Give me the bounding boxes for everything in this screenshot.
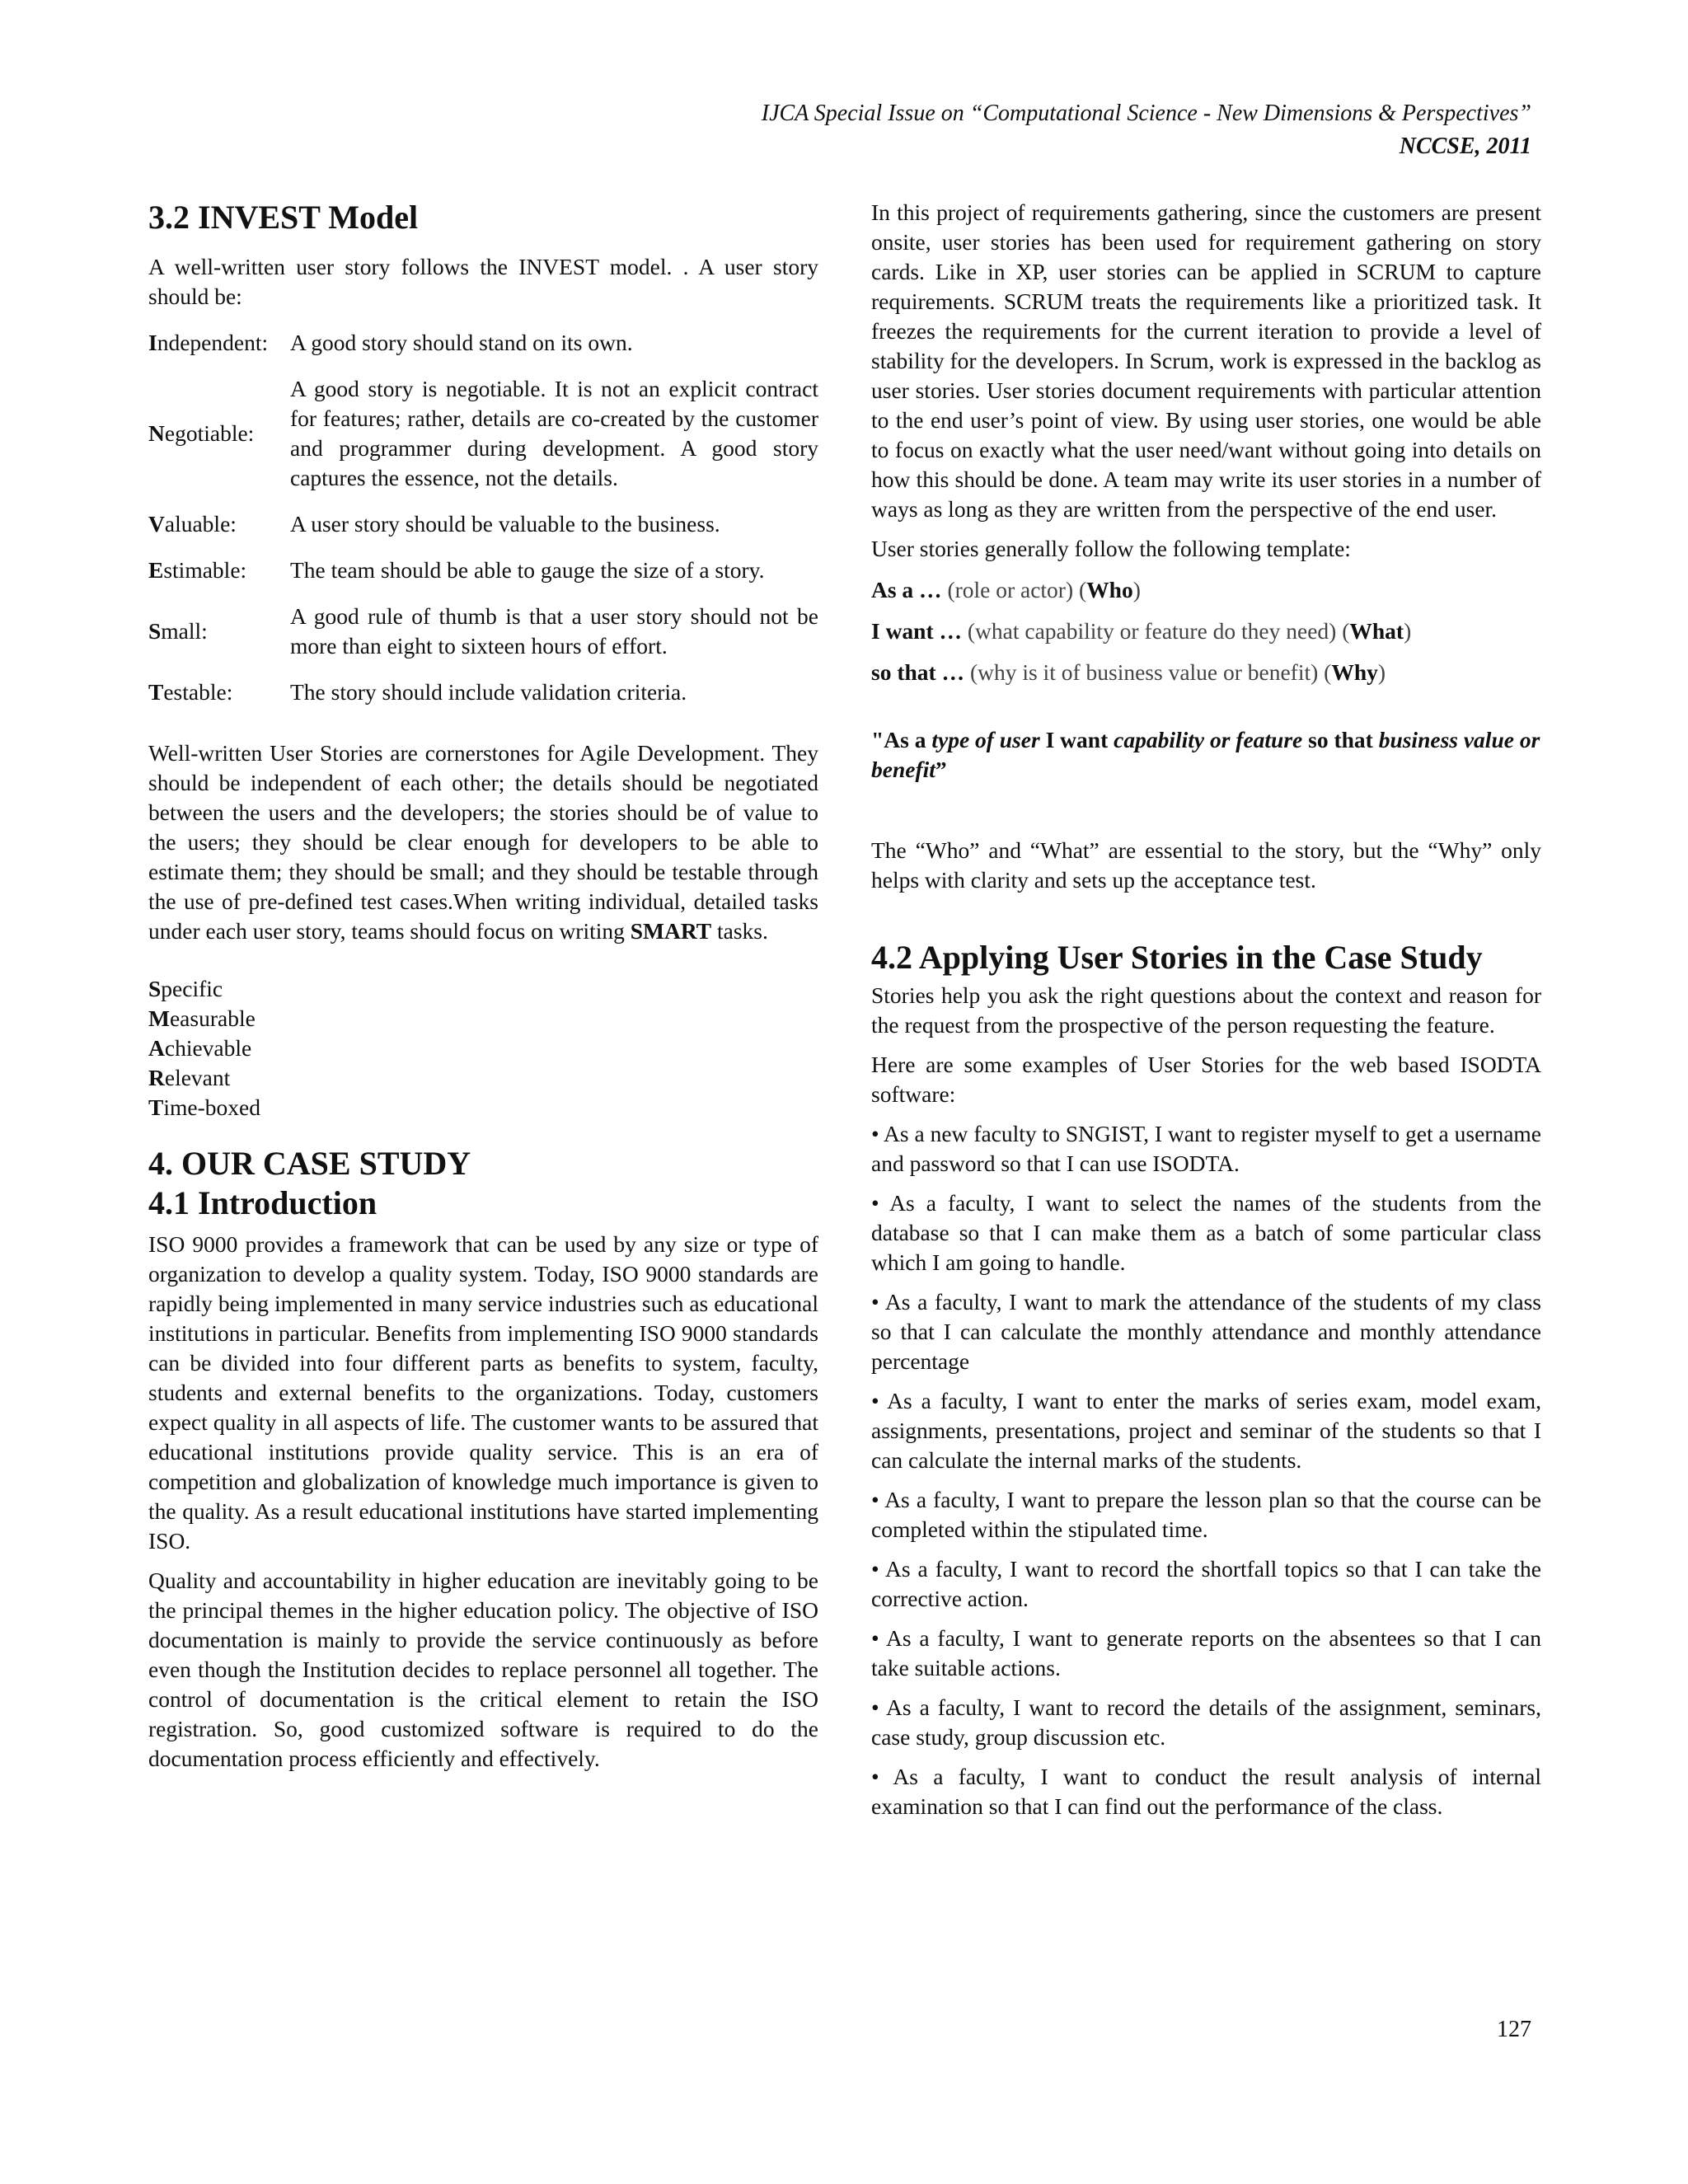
well-written-paragraph: Well-written User Stories are cornerstones for Agile Development. They should be independent of each other; the details should be negotiated between the users and the developers; the stories should be of value to the users; they should be clear enough for developers to be able to estimate them; they should be small; and they should be testable through the use of pre-defined test cases.When writing individual, detailed tasks under each user story, teams should focus on writing SMART tasks. (148, 740, 818, 944)
invest-row (148, 320, 818, 366)
smart-item: Specific (148, 976, 223, 1001)
invest-definition: The team should be able to gauge the size of a story. (290, 557, 765, 583)
invest-definition: A good story is negotiable. It is not an explicit contract for features; rather, details are co-created by the customer and programmer during development. A good story captures the essence, not the details. (290, 376, 818, 490)
template-line: As a … (role or actor) (Who) (871, 577, 1141, 602)
header-conference: NCCSE, 2011 (1399, 134, 1531, 159)
invest-term: stimable: (163, 557, 247, 583)
requirements-paragraph: In this project of requirements gathering, since the customers are present onsite, user stories has been used for requirement gathering on story cards. Like in XP, user stories can be applied in SCRUM to capture requirements. SCRUM treats the requirements like a prioritized task. It freezes the requirements for the current iteration to provide a level of stability for the developers. In Scrum, work is expressed in the backlog as user stories. User stories document requirements with particular attention to the end user’s point of view. By using user stories, one would be able to focus on exactly what the user need/want without going into details on how this should be done. A team may write its user stories in a number of ways as long as they are written from the perspective of the end user. (871, 199, 1541, 522)
invest-row (148, 366, 818, 501)
invest-term: estable: (163, 679, 233, 705)
introduction-paragraph-1: ISO 9000 provides a framework that can be used by any size or type of organization to develop a quality system. Today, ISO 9000 standards are rapidly being implemented in many service industries such as educational institutions in particular. Benefits from implementing ISO 9000 standards can be divided into four different parts as benefits to system, faculty, students and external benefits to the organizations. Today, customers expect quality in all aspects of life. The customer wants to be assured that educational institutions provide quality service. This is an era of competition and globalization of knowledge much importance is given to the quality. As a result educational institutions have started implementing ISO. (148, 1231, 818, 1554)
smart-item: Achievable (148, 1035, 252, 1061)
smart-list (148, 974, 818, 1122)
invest-initial: E (148, 557, 164, 583)
invest-definition: A good rule of thumb is that a user story should not be more than eight to sixteen hours of effort. (290, 603, 818, 658)
examples-intro: Here are some examples of User Stories for the web based ISODTA software: (871, 1052, 1541, 1107)
running-header (762, 97, 1531, 163)
invest-term: ndependent: (157, 330, 269, 355)
who-what-paragraph: The “Who” and “What” are essential to the story, but the “Why” only helps with clarity and sets up the acceptance test. (871, 837, 1541, 893)
story-template-quote: "As a type of user I want capability or feature so that business value or benefit” (871, 727, 1540, 782)
section-heading-case-study: 4. OUR CASE STUDY (148, 1145, 471, 1182)
user-story-item: • As a faculty, I want to conduct the result analysis of internal examination so that I can find out the performance of the class. (871, 1764, 1541, 1819)
story-template (871, 575, 1541, 687)
invest-row (148, 593, 818, 669)
invest-row (148, 669, 818, 715)
user-story-item: • As a new faculty to SNGIST, I want to register myself to get a username and password so that I can use ISODTA. (871, 1121, 1541, 1176)
invest-initial: V (148, 511, 165, 537)
user-story-item: • As a faculty, I want to record the shortfall topics so that I can take the corrective action. (871, 1556, 1541, 1611)
subsection-heading-introduction: 4.1 Introduction (148, 1184, 377, 1221)
invest-definition: A good story should stand on its own. (290, 330, 633, 355)
page-number: 127 (1497, 2017, 1531, 2042)
invest-term: mall: (161, 618, 208, 644)
invest-definition: The story should include validation criteria. (290, 679, 687, 705)
template-line: I want … (what capability or feature do they need) (What) (871, 618, 1412, 644)
user-story-item: • As a faculty, I want to record the details of the assignment, seminars, case study, group discussion etc. (871, 1694, 1541, 1750)
user-story-item: • As a faculty, I want to generate reports on the absentees so that I can take suitable actions. (871, 1625, 1541, 1680)
smart-item: Relevant (148, 1065, 231, 1090)
header-journal: IJCA Special Issue on “Computational Science - New Dimensions & Perspectives” (761, 101, 1531, 126)
invest-initial: T (148, 679, 164, 705)
smart-keyword: SMART (630, 918, 712, 944)
template-line: so that … (why is it of business value or benefit) (Why) (871, 659, 1386, 685)
right-column (871, 198, 1541, 1831)
stories-help-paragraph: Stories help you ask the right questions about the context and reason for the request from the prospective of the person requesting the feature. (871, 982, 1541, 1038)
invest-row (148, 501, 818, 547)
user-story-item: • As a faculty, I want to enter the marks of series exam, model exam, assignments, presentations, project and seminar of the students so that I can calculate the internal marks of the students. (871, 1388, 1541, 1473)
invest-initial: I (148, 330, 157, 355)
smart-item: Measurable (148, 1005, 256, 1031)
subsection-heading-applying: 4.2 Applying User Stories in the Case Study (871, 939, 1483, 976)
invest-intro: A well-written user story follows the INVEST model. . A user story should be: (148, 254, 818, 309)
template-intro: User stories generally follow the following template: (871, 536, 1351, 561)
user-story-item: • As a faculty, I want to mark the attendance of the students of my class so that I can calculate the monthly attendance and monthly attendance percentage (871, 1289, 1541, 1374)
smart-item: Time-boxed (148, 1094, 260, 1120)
user-story-list (871, 1119, 1541, 1821)
section-heading-invest: 3.2 INVEST Model (148, 199, 419, 236)
invest-definition: A user story should be valuable to the business. (290, 511, 720, 537)
left-column (148, 198, 818, 1774)
user-story-item: • As a faculty, I want to select the names of the students from the database so that I can make them as a batch of some particular class which I am going to handle. (871, 1190, 1541, 1275)
invest-term: aluable: (164, 511, 237, 537)
invest-row (148, 547, 818, 593)
invest-initial: S (148, 618, 162, 644)
invest-term: egotiable: (164, 420, 255, 446)
user-story-item: • As a faculty, I want to prepare the lesson plan so that the course can be completed within the stipulated time. (871, 1487, 1541, 1542)
introduction-paragraph-2: Quality and accountability in higher education are inevitably going to be the principal themes in the higher education policy. The objective of ISO documentation is mainly to provide the service continuously as before even though the Institution decides to replace personnel all together. The control of documentation is the critical element to retain the ISO registration. So, good customized software is required to do the documentation process efficiently and effectively. (148, 1568, 818, 1771)
invest-initial: N (148, 420, 165, 446)
invest-table (148, 320, 818, 715)
